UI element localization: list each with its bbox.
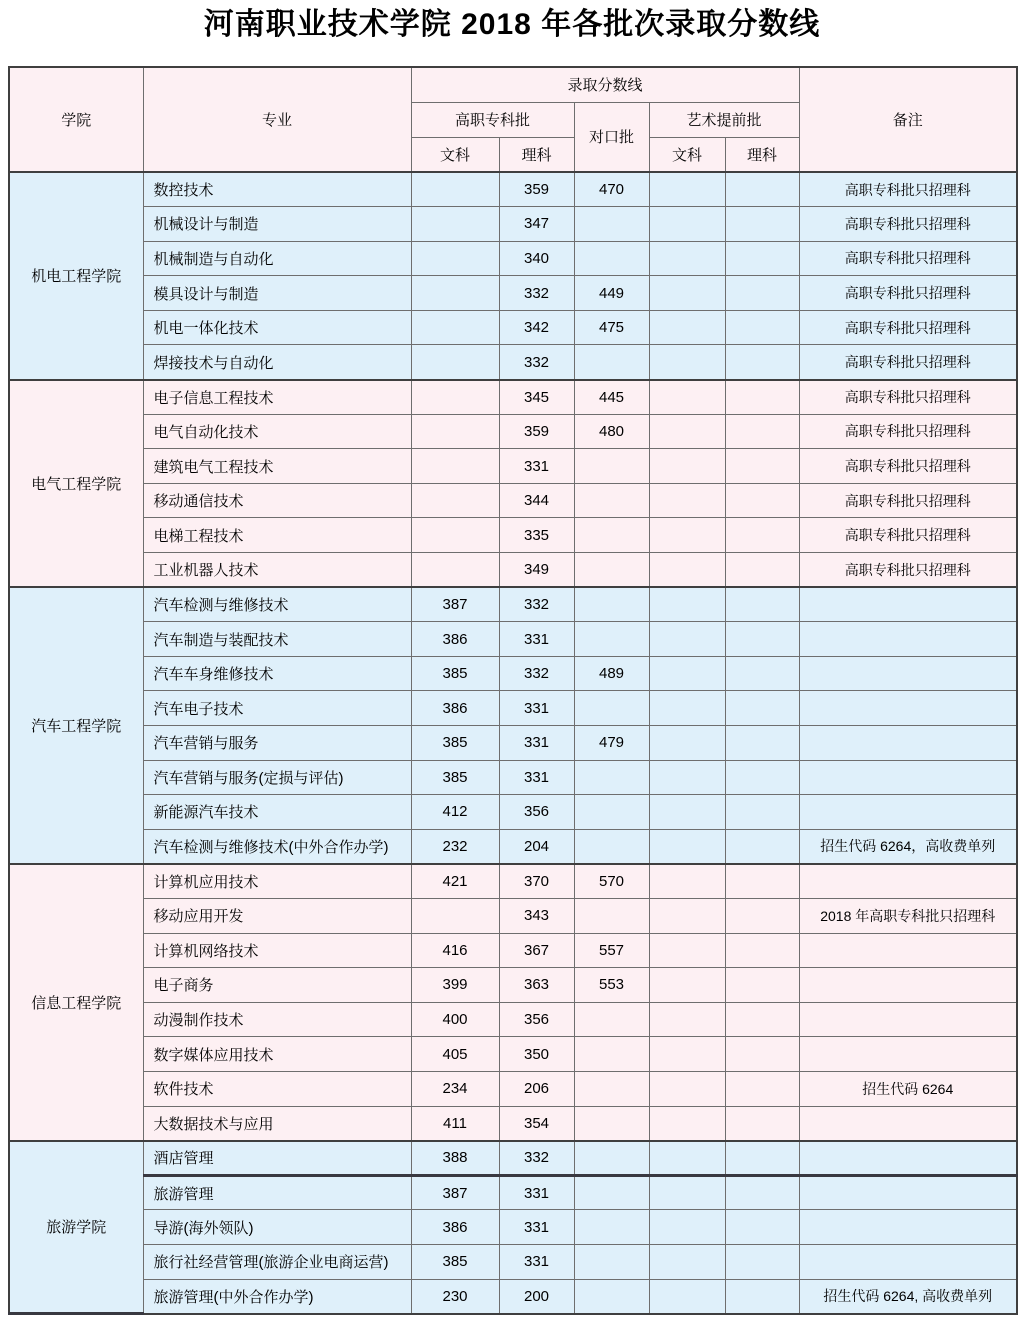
remark-cell: 2018 年高职专科批只招理科 [799, 898, 1017, 933]
header-college: 学院 [9, 67, 143, 172]
gaozhi-like-cell: 331 [499, 1175, 574, 1210]
major-cell: 机械制造与自动化 [143, 241, 411, 276]
yishu-wenke-cell [649, 622, 725, 657]
college-cell: 汽车工程学院 [9, 587, 143, 864]
yishu-like-cell [725, 518, 799, 553]
gaozhi-wenke-cell [411, 207, 499, 242]
gaozhi-wenke-cell: 399 [411, 968, 499, 1003]
major-cell: 移动通信技术 [143, 483, 411, 518]
table-row [9, 207, 1017, 242]
gaozhi-wenke-cell: 386 [411, 691, 499, 726]
yishu-wenke-cell [649, 414, 725, 449]
table-row [9, 449, 1017, 484]
duikou-cell [574, 345, 649, 380]
yishu-like-cell [725, 795, 799, 830]
duikou-cell: 480 [574, 414, 649, 449]
gaozhi-wenke-cell: 386 [411, 1210, 499, 1245]
major-cell: 动漫制作技术 [143, 1002, 411, 1037]
yishu-like-cell [725, 1071, 799, 1106]
header-duikou-batch: 对口批 [574, 102, 649, 172]
major-cell: 软件技术 [143, 1071, 411, 1106]
yishu-wenke-cell [649, 898, 725, 933]
gaozhi-wenke-cell [411, 898, 499, 933]
table-body [9, 172, 1017, 1314]
table-row [9, 414, 1017, 449]
major-cell: 旅行社经营管理(旅游企业电商运营) [143, 1244, 411, 1279]
remark-cell [799, 1244, 1017, 1279]
duikou-cell: 475 [574, 310, 649, 345]
gaozhi-wenke-cell [411, 518, 499, 553]
major-cell: 机电一体化技术 [143, 310, 411, 345]
duikou-cell [574, 483, 649, 518]
yishu-wenke-cell [649, 1175, 725, 1210]
table-row [9, 1071, 1017, 1106]
gaozhi-wenke-cell [411, 345, 499, 380]
remark-cell: 高职专科批只招理科 [799, 414, 1017, 449]
table-row [9, 553, 1017, 588]
table-row [9, 1002, 1017, 1037]
major-cell: 大数据技术与应用 [143, 1106, 411, 1141]
gaozhi-wenke-cell: 388 [411, 1141, 499, 1176]
gaozhi-like-cell: 370 [499, 864, 574, 899]
gaozhi-like-cell: 359 [499, 414, 574, 449]
gaozhi-wenke-cell: 405 [411, 1037, 499, 1072]
table-row [9, 172, 1017, 207]
gaozhi-like-cell: 350 [499, 1037, 574, 1072]
remark-cell [799, 1037, 1017, 1072]
duikou-cell: 489 [574, 656, 649, 691]
yishu-like-cell [725, 241, 799, 276]
remark-cell: 招生代码 6264，高收费单列 [799, 829, 1017, 864]
table-row [9, 726, 1017, 761]
remark-cell: 高职专科批只招理科 [799, 449, 1017, 484]
gaozhi-wenke-cell: 412 [411, 795, 499, 830]
major-cell: 计算机应用技术 [143, 864, 411, 899]
gaozhi-wenke-cell: 385 [411, 760, 499, 795]
duikou-cell [574, 1037, 649, 1072]
table-row [9, 241, 1017, 276]
yishu-wenke-cell [649, 553, 725, 588]
major-cell: 旅游管理 [143, 1175, 411, 1210]
duikou-cell [574, 1210, 649, 1245]
header-ys-wenke: 文科 [649, 137, 725, 172]
remark-cell: 高职专科批只招理科 [799, 380, 1017, 415]
gaozhi-like-cell: 331 [499, 449, 574, 484]
gaozhi-like-cell: 331 [499, 622, 574, 657]
gaozhi-like-cell: 335 [499, 518, 574, 553]
yishu-wenke-cell [649, 380, 725, 415]
yishu-like-cell [725, 207, 799, 242]
gaozhi-like-cell: 331 [499, 726, 574, 761]
gaozhi-wenke-cell: 385 [411, 1244, 499, 1279]
duikou-cell [574, 1141, 649, 1176]
remark-cell [799, 587, 1017, 622]
header-gaozhi-batch: 高职专科批 [411, 102, 574, 137]
yishu-like-cell [725, 310, 799, 345]
yishu-like-cell [725, 1106, 799, 1141]
remark-cell: 高职专科批只招理科 [799, 345, 1017, 380]
duikou-cell: 557 [574, 933, 649, 968]
major-cell: 模具设计与制造 [143, 276, 411, 311]
yishu-wenke-cell [649, 829, 725, 864]
major-cell: 新能源汽车技术 [143, 795, 411, 830]
duikou-cell [574, 829, 649, 864]
duikou-cell [574, 1106, 649, 1141]
yishu-like-cell [725, 691, 799, 726]
gaozhi-wenke-cell [411, 380, 499, 415]
remark-cell: 招生代码 6264 [799, 1071, 1017, 1106]
admission-score-table [8, 66, 1018, 1315]
gaozhi-wenke-cell: 411 [411, 1106, 499, 1141]
page-title: 河南职业技术学院 2018 年各批次录取分数线 [203, 8, 821, 41]
table-header [9, 67, 1017, 172]
gaozhi-like-cell: 367 [499, 933, 574, 968]
remark-cell: 高职专科批只招理科 [799, 553, 1017, 588]
duikou-cell [574, 795, 649, 830]
yishu-like-cell [725, 1037, 799, 1072]
gaozhi-like-cell: 331 [499, 1244, 574, 1279]
duikou-cell [574, 553, 649, 588]
gaozhi-wenke-cell [411, 172, 499, 207]
major-cell: 电梯工程技术 [143, 518, 411, 553]
gaozhi-wenke-cell [411, 276, 499, 311]
gaozhi-like-cell: 332 [499, 587, 574, 622]
remark-cell [799, 864, 1017, 899]
table-row [9, 829, 1017, 864]
table-row [9, 933, 1017, 968]
gaozhi-like-cell: 200 [499, 1279, 574, 1314]
header-major: 专业 [143, 67, 411, 172]
major-cell: 焊接技术与自动化 [143, 345, 411, 380]
duikou-cell [574, 760, 649, 795]
gaozhi-like-cell: 356 [499, 795, 574, 830]
major-cell: 数字媒体应用技术 [143, 1037, 411, 1072]
gaozhi-like-cell: 347 [499, 207, 574, 242]
yishu-like-cell [725, 760, 799, 795]
yishu-like-cell [725, 1279, 799, 1314]
yishu-like-cell [725, 864, 799, 899]
remark-cell [799, 1141, 1017, 1176]
yishu-wenke-cell [649, 1210, 725, 1245]
yishu-like-cell [725, 483, 799, 518]
gaozhi-like-cell: 345 [499, 380, 574, 415]
yishu-wenke-cell [649, 483, 725, 518]
major-cell: 汽车检测与维修技术 [143, 587, 411, 622]
remark-cell: 高职专科批只招理科 [799, 518, 1017, 553]
gaozhi-wenke-cell: 386 [411, 622, 499, 657]
yishu-like-cell [725, 656, 799, 691]
header-gz-wenke: 文科 [411, 137, 499, 172]
major-cell: 建筑电气工程技术 [143, 449, 411, 484]
yishu-wenke-cell [649, 345, 725, 380]
header-yishu-batch: 艺术提前批 [649, 102, 799, 137]
duikou-cell [574, 691, 649, 726]
duikou-cell [574, 622, 649, 657]
remark-cell [799, 795, 1017, 830]
gaozhi-wenke-cell [411, 310, 499, 345]
duikou-cell: 570 [574, 864, 649, 899]
gaozhi-like-cell: 331 [499, 1210, 574, 1245]
table-row [9, 1106, 1017, 1141]
remark-cell [799, 933, 1017, 968]
major-cell: 汽车检测与维修技术(中外合作办学) [143, 829, 411, 864]
gaozhi-wenke-cell: 234 [411, 1071, 499, 1106]
duikou-cell: 553 [574, 968, 649, 1003]
yishu-wenke-cell [649, 310, 725, 345]
table-row [9, 691, 1017, 726]
gaozhi-wenke-cell: 387 [411, 587, 499, 622]
remark-cell: 高职专科批只招理科 [799, 310, 1017, 345]
table-row [9, 1244, 1017, 1279]
gaozhi-wenke-cell [411, 241, 499, 276]
yishu-wenke-cell [649, 449, 725, 484]
major-cell: 酒店管理 [143, 1141, 411, 1176]
yishu-like-cell [725, 898, 799, 933]
header-score-group: 录取分数线 [411, 67, 799, 102]
gaozhi-like-cell: 206 [499, 1071, 574, 1106]
major-cell: 机械设计与制造 [143, 207, 411, 242]
major-cell: 电子商务 [143, 968, 411, 1003]
yishu-wenke-cell [649, 1106, 725, 1141]
duikou-cell [574, 207, 649, 242]
header-row-1 [9, 67, 1017, 102]
remark-cell [799, 691, 1017, 726]
gaozhi-like-cell: 356 [499, 1002, 574, 1037]
yishu-wenke-cell [649, 933, 725, 968]
yishu-like-cell [725, 1002, 799, 1037]
yishu-wenke-cell [649, 587, 725, 622]
college-cell: 旅游学院 [9, 1141, 143, 1314]
duikou-cell [574, 518, 649, 553]
remark-cell: 高职专科批只招理科 [799, 172, 1017, 207]
remark-cell: 高职专科批只招理科 [799, 207, 1017, 242]
table-row [9, 380, 1017, 415]
gaozhi-like-cell: 204 [499, 829, 574, 864]
yishu-wenke-cell [649, 760, 725, 795]
header-ys-like: 理科 [725, 137, 799, 172]
gaozhi-like-cell: 342 [499, 310, 574, 345]
table-row [9, 483, 1017, 518]
gaozhi-like-cell: 331 [499, 760, 574, 795]
yishu-wenke-cell [649, 968, 725, 1003]
major-cell: 汽车营销与服务(定损与评估) [143, 760, 411, 795]
yishu-like-cell [725, 1141, 799, 1176]
remark-cell [799, 968, 1017, 1003]
table-row [9, 622, 1017, 657]
remark-cell: 高职专科批只招理科 [799, 276, 1017, 311]
duikou-cell [574, 1175, 649, 1210]
table-row [9, 1175, 1017, 1210]
yishu-like-cell [725, 933, 799, 968]
table-row [9, 345, 1017, 380]
duikou-cell [574, 1279, 649, 1314]
yishu-wenke-cell [649, 1002, 725, 1037]
yishu-wenke-cell [649, 172, 725, 207]
gaozhi-wenke-cell: 385 [411, 656, 499, 691]
yishu-like-cell [725, 172, 799, 207]
yishu-wenke-cell [649, 1244, 725, 1279]
yishu-like-cell [725, 345, 799, 380]
yishu-like-cell [725, 1175, 799, 1210]
college-cell: 机电工程学院 [9, 172, 143, 380]
gaozhi-like-cell: 359 [499, 172, 574, 207]
table-row [9, 518, 1017, 553]
gaozhi-wenke-cell: 421 [411, 864, 499, 899]
duikou-cell: 449 [574, 276, 649, 311]
header-gz-like: 理科 [499, 137, 574, 172]
yishu-wenke-cell [649, 518, 725, 553]
duikou-cell [574, 898, 649, 933]
yishu-like-cell [725, 968, 799, 1003]
gaozhi-like-cell: 349 [499, 553, 574, 588]
gaozhi-wenke-cell: 416 [411, 933, 499, 968]
gaozhi-wenke-cell: 230 [411, 1279, 499, 1314]
yishu-like-cell [725, 829, 799, 864]
yishu-like-cell [725, 1244, 799, 1279]
yishu-wenke-cell [649, 864, 725, 899]
table-row [9, 276, 1017, 311]
gaozhi-like-cell: 340 [499, 241, 574, 276]
remark-cell [799, 1175, 1017, 1210]
table-row [9, 656, 1017, 691]
yishu-wenke-cell [649, 1071, 725, 1106]
major-cell: 电子信息工程技术 [143, 380, 411, 415]
gaozhi-like-cell: 332 [499, 345, 574, 380]
yishu-wenke-cell [649, 795, 725, 830]
yishu-wenke-cell [649, 1037, 725, 1072]
remark-cell: 高职专科批只招理科 [799, 241, 1017, 276]
yishu-like-cell [725, 449, 799, 484]
gaozhi-wenke-cell: 400 [411, 1002, 499, 1037]
remark-cell: 招生代码 6264, 高收费单列 [799, 1279, 1017, 1314]
major-cell: 工业机器人技术 [143, 553, 411, 588]
yishu-like-cell [725, 587, 799, 622]
gaozhi-wenke-cell [411, 449, 499, 484]
remark-cell [799, 656, 1017, 691]
gaozhi-like-cell: 332 [499, 1141, 574, 1176]
table-row [9, 587, 1017, 622]
duikou-cell: 470 [574, 172, 649, 207]
yishu-like-cell [725, 1210, 799, 1245]
major-cell: 计算机网络技术 [143, 933, 411, 968]
remark-cell [799, 1106, 1017, 1141]
table-row [9, 1141, 1017, 1176]
gaozhi-like-cell: 343 [499, 898, 574, 933]
table-row [9, 1210, 1017, 1245]
gaozhi-like-cell: 354 [499, 1106, 574, 1141]
remark-cell [799, 726, 1017, 761]
yishu-like-cell [725, 380, 799, 415]
duikou-cell [574, 449, 649, 484]
gaozhi-like-cell: 331 [499, 691, 574, 726]
gaozhi-wenke-cell [411, 414, 499, 449]
major-cell: 汽车电子技术 [143, 691, 411, 726]
table-row [9, 864, 1017, 899]
duikou-cell: 445 [574, 380, 649, 415]
yishu-wenke-cell [649, 276, 725, 311]
gaozhi-wenke-cell: 387 [411, 1175, 499, 1210]
major-cell: 旅游管理(中外合作办学) [143, 1279, 411, 1314]
remark-cell: 高职专科批只招理科 [799, 483, 1017, 518]
gaozhi-wenke-cell [411, 483, 499, 518]
table-row [9, 760, 1017, 795]
yishu-like-cell [725, 622, 799, 657]
yishu-wenke-cell [649, 656, 725, 691]
major-cell: 电气自动化技术 [143, 414, 411, 449]
major-cell: 汽车制造与装配技术 [143, 622, 411, 657]
table-row [9, 1037, 1017, 1072]
duikou-cell [574, 587, 649, 622]
yishu-like-cell [725, 414, 799, 449]
college-cell: 信息工程学院 [9, 864, 143, 1141]
duikou-cell [574, 1244, 649, 1279]
gaozhi-like-cell: 332 [499, 276, 574, 311]
yishu-like-cell [725, 553, 799, 588]
header-remark: 备注 [799, 67, 1017, 172]
gaozhi-wenke-cell: 385 [411, 726, 499, 761]
gaozhi-wenke-cell [411, 553, 499, 588]
yishu-wenke-cell [649, 207, 725, 242]
remark-cell [799, 760, 1017, 795]
duikou-cell [574, 241, 649, 276]
table-row [9, 898, 1017, 933]
yishu-wenke-cell [649, 726, 725, 761]
gaozhi-like-cell: 344 [499, 483, 574, 518]
major-cell: 数控技术 [143, 172, 411, 207]
gaozhi-wenke-cell: 232 [411, 829, 499, 864]
major-cell: 汽车营销与服务 [143, 726, 411, 761]
gaozhi-like-cell: 363 [499, 968, 574, 1003]
remark-cell [799, 1002, 1017, 1037]
table-row [9, 1279, 1017, 1314]
duikou-cell [574, 1002, 649, 1037]
yishu-wenke-cell [649, 1141, 725, 1176]
major-cell: 导游(海外领队) [143, 1210, 411, 1245]
table-row [9, 968, 1017, 1003]
yishu-wenke-cell [649, 241, 725, 276]
college-cell: 电气工程学院 [9, 380, 143, 588]
yishu-like-cell [725, 726, 799, 761]
remark-cell [799, 1210, 1017, 1245]
major-cell: 移动应用开发 [143, 898, 411, 933]
remark-cell [799, 622, 1017, 657]
major-cell: 汽车车身维修技术 [143, 656, 411, 691]
yishu-wenke-cell [649, 1279, 725, 1314]
duikou-cell: 479 [574, 726, 649, 761]
gaozhi-like-cell: 332 [499, 656, 574, 691]
table-row [9, 795, 1017, 830]
yishu-wenke-cell [649, 691, 725, 726]
table-row [9, 310, 1017, 345]
duikou-cell [574, 1071, 649, 1106]
yishu-like-cell [725, 276, 799, 311]
